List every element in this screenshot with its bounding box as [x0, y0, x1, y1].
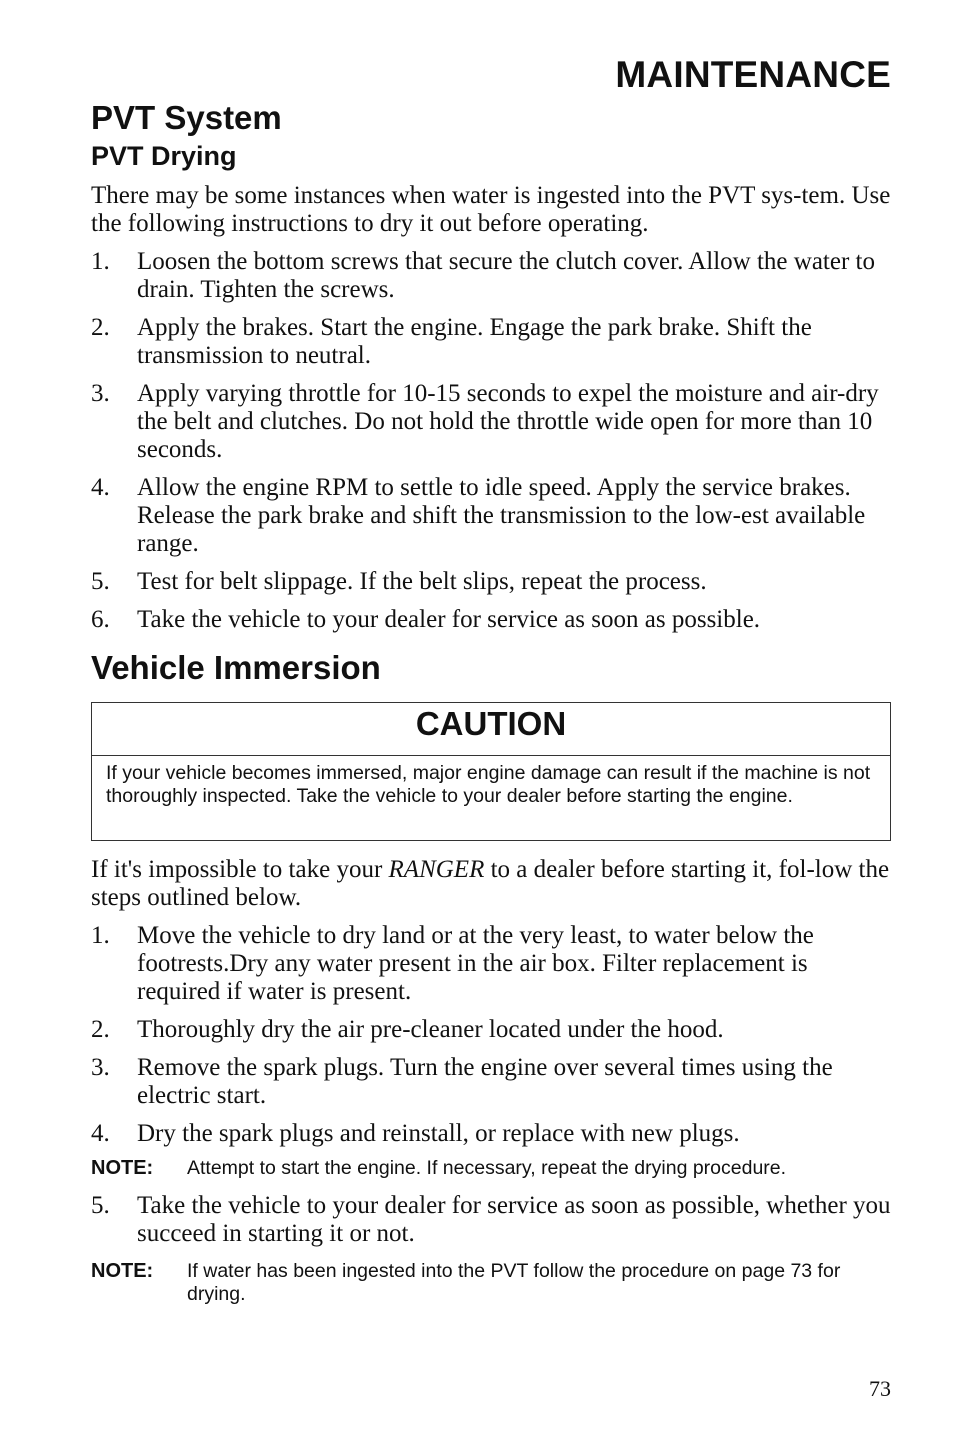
step-number: 1. — [91, 248, 110, 275]
step-number: 6. — [91, 606, 110, 633]
step-number: 2. — [91, 314, 110, 341]
list-item — [91, 1016, 891, 1044]
list-item — [91, 474, 891, 558]
step-number: 2. — [91, 1016, 110, 1043]
note-text: Attempt to start the engine. If necessary, repeat the drying procedure. — [187, 1157, 787, 1179]
caution-title: CAUTION — [92, 703, 890, 756]
step-text: Test for belt slippage. If the belt slips, repeat the process. — [137, 568, 707, 595]
step-text: Thoroughly dry the air pre-cleaner located under the hood. — [137, 1016, 724, 1043]
pvt-intro-paragraph: There may be some instances when water is ingested into the PVT sys-tem. Use the following instructions to dry it out before operating. — [91, 182, 891, 237]
list-item — [91, 922, 891, 1006]
manual-page — [91, 0, 891, 1454]
pvt-drying-steps — [91, 248, 891, 644]
step-number: 4. — [91, 1120, 110, 1147]
caution-text: If your vehicle becomes immersed, major engine damage can result if the machine is not thoroughly inspected. Take the vehicle to your dealer before starting the engine. — [106, 762, 871, 807]
page-number: 73 — [869, 1376, 891, 1401]
step-text: Apply the brakes. Start the engine. Engage the park brake. Shift the transmission to neutral. — [137, 314, 812, 369]
step-text: Allow the engine RPM to settle to idle speed. Apply the service brakes. Release the park brake and shift the transmission to the low-est available range. — [137, 474, 866, 557]
step-number: 4. — [91, 474, 110, 501]
pvt-system-title: PVT System — [91, 99, 282, 136]
step-text: Take the vehicle to your dealer for service as soon as possible. — [137, 606, 761, 633]
immersion-steps-b — [91, 1192, 891, 1258]
list-item — [91, 314, 891, 370]
step-number: 5. — [91, 1192, 110, 1219]
intro-before: If it's impossible to take your — [91, 856, 389, 883]
note-text: If water has been ingested into the PVT follow the procedure on page 73 for drying. — [187, 1260, 841, 1305]
step-text: Take the vehicle to your dealer for service as soon as possible, whether you succeed in starting it or not. — [137, 1192, 891, 1247]
step-number: 5. — [91, 568, 110, 595]
step-text: Apply varying throttle for 10-15 seconds to expel the moisture and air-dry the belt and clutches. Do not hold the throttle wide open for more than 10 seconds. — [137, 380, 879, 463]
note-drying-repeat — [91, 1157, 891, 1180]
list-item — [91, 1192, 891, 1248]
section-header: MAINTENANCE — [615, 54, 891, 95]
immersion-steps-a — [91, 922, 891, 1158]
list-item — [91, 606, 891, 634]
note-label: NOTE: — [91, 1157, 154, 1179]
step-text: Dry the spark plugs and reinstall, or replace with new plugs. — [137, 1120, 740, 1147]
step-text: Move the vehicle to dry land or at the very least, to water below the footrests.Dry any water present in the air box. Filter replacement is required if water is present. — [137, 922, 814, 1005]
list-item — [91, 1054, 891, 1110]
intro-after: to a dealer before starting it, fol-low the steps outlined below. — [91, 856, 890, 911]
note-label: NOTE: — [91, 1260, 154, 1282]
list-item — [91, 248, 891, 304]
pvt-drying-subtitle: PVT Drying — [91, 141, 237, 171]
note-pvt-reference — [91, 1260, 891, 1306]
caution-box — [91, 702, 891, 841]
list-item — [91, 380, 891, 464]
list-item — [91, 1120, 891, 1148]
step-number: 3. — [91, 380, 110, 407]
brand-name: RANGER — [388, 856, 485, 883]
step-text: Loosen the bottom screws that secure the clutch cover. Allow the water to drain. Tighten the screws. — [137, 248, 875, 303]
list-item — [91, 568, 891, 596]
vehicle-immersion-title: Vehicle Immersion — [91, 649, 381, 686]
step-number: 1. — [91, 922, 110, 949]
step-number: 3. — [91, 1054, 110, 1081]
step-text: Remove the spark plugs. Turn the engine over several times using the electric start. — [137, 1054, 833, 1109]
immersion-intro-paragraph — [91, 856, 891, 912]
